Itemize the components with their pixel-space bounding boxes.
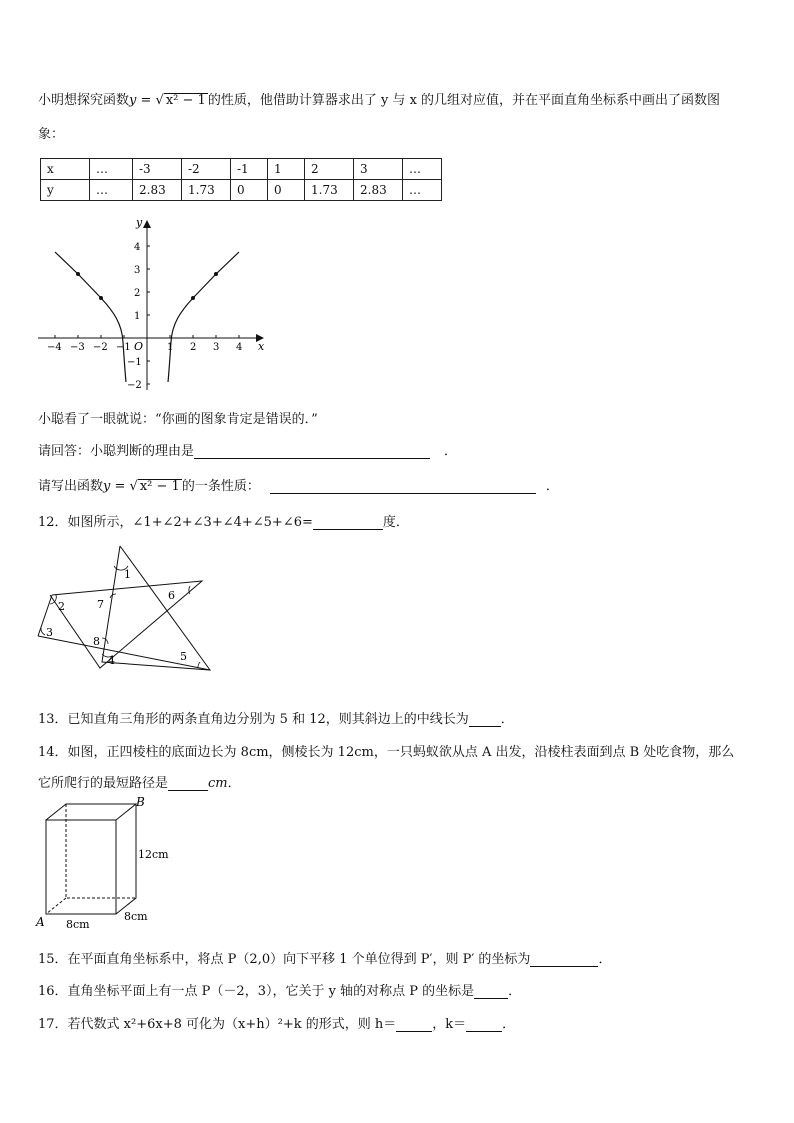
answer-blank[interactable] [474,984,508,999]
y-tick-label: 3 [134,265,141,276]
x-tick-label: 1 [167,342,174,353]
x-tick-label: 3 [213,342,220,353]
table-cell: x [41,159,90,180]
intro-line-1: 小明想探究函数y = √ x² − 1 的性质，他借助计算器求出了 y 与 x 的几组对应值，并在平面直角坐标系中画出了函数图 [38,93,721,108]
table-cell: 1.73 [182,180,231,201]
y-tick-label: 1 [134,311,141,322]
y-tick-label: 4 [134,242,141,253]
x-tick-label: −4 [47,342,62,353]
y-axis-arrow [143,220,151,228]
sqrt-symbol: √ [155,93,164,108]
q17-text: 17．若代数式 x²+6x+8 可化为（x+h）²+k 的形式，则 h＝ ，k＝ ． [38,1017,516,1032]
table-cell: -1 [231,159,268,180]
table-cell: … [90,180,133,201]
table-cell: -2 [182,159,231,180]
answer-blank[interactable] [194,444,430,459]
angle-label: 2 [58,600,65,613]
y-axis-label: y [136,216,143,229]
x-tick-label: 4 [236,342,243,353]
table-cell: 1 [268,159,305,180]
answer-blank[interactable] [270,479,536,494]
q14-line-2: 它所爬行的最短路径是 cm． [38,776,241,791]
point [99,296,103,300]
q11-comment: 小聪看了一眼就说：“你画的图象肯定是错误的．” [38,412,318,427]
prism-figure [30,794,190,930]
q11-ask-1: 请回答：小聪判断的理由是 ． [38,444,458,459]
origin-label: O [134,340,144,353]
func-radicand: x² − 1 [165,93,206,108]
q11-ask-2: 请写出函数y = √ x² − 1 的一条性质： ． [38,479,559,494]
angle-label: 5 [180,650,187,663]
point [214,272,218,276]
point [191,296,195,300]
q12-text: 12．如图所示，∠1+∠2+∠3+∠4+∠5+∠6= 度． [38,515,409,530]
answer-blank[interactable] [313,515,383,530]
angle-label: 4 [108,654,115,667]
prism-front-face [46,820,116,914]
base-label: 8cm [66,918,90,930]
answer-blank[interactable] [168,776,208,791]
point [76,272,80,276]
angle-label: 8 [93,635,100,648]
y-tick-label: −1 [127,357,142,368]
label-a: A [36,915,45,929]
table-cell: 2.83 [133,180,182,201]
angle-label: 1 [124,568,131,581]
q15-text: 15．在平面直角坐标系中，将点 P（2,0）向下平移 1 个单位得到 P′，则 P′ 的坐标为 ． [38,952,612,967]
height-label: 12cm [138,848,169,861]
angle-figure [30,542,220,677]
angle-label: 3 [46,626,53,639]
table-row-x [41,159,442,180]
answer-blank[interactable] [466,1017,502,1032]
answer-blank[interactable] [530,952,598,967]
angle-label: 7 [97,598,104,611]
table-cell: … [403,159,442,180]
q16-text: 16．直角坐标平面上有一点 P（－2，3），它关于 y 轴的对称点 P 的坐标是 ． [38,984,522,999]
q13-text: 13．已知直角三角形的两条直角边分别为 5 和 12，则其斜边上的中线长为 ． [38,712,514,727]
x-tick-label: −1 [116,342,131,353]
table-cell: y [41,180,90,201]
function-graph [30,212,275,397]
y-tick-label: 2 [134,288,141,299]
table-cell: … [90,159,133,180]
table-cell: -3 [133,159,182,180]
answer-blank[interactable] [469,712,501,727]
x-axis-label: x [258,340,265,353]
prism-hidden-edges [66,804,136,898]
table-cell: 3 [354,159,403,180]
left-curve [55,252,126,382]
q14-line-1: 14．如图，正四棱柱的底面边长为 8cm，侧棱长为 12cm，一只蚂蚁欲从点 A 出发，沿棱柱表面到点 B 处吃食物，那么 [38,745,735,760]
intro-line-2: 象： [38,127,65,142]
table-cell: 2 [305,159,354,180]
table-row-y [41,180,442,201]
table-cell: 0 [268,180,305,201]
base-label: 8cm [124,910,148,923]
x-tick-label: −2 [93,342,108,353]
y-tick-label: −2 [127,380,142,391]
angle-label: 6 [168,589,175,602]
value-table [40,158,442,201]
label-b: B [136,795,145,809]
table-cell: 0 [231,180,268,201]
right-curve [168,252,239,382]
x-tick-label: −3 [70,342,85,353]
table-cell: 1.73 [305,180,354,201]
answer-blank[interactable] [396,1017,432,1032]
table-cell: 2.83 [354,180,403,201]
x-tick-label: 2 [190,342,197,353]
table-cell: … [403,180,442,201]
prism-top [46,804,136,820]
